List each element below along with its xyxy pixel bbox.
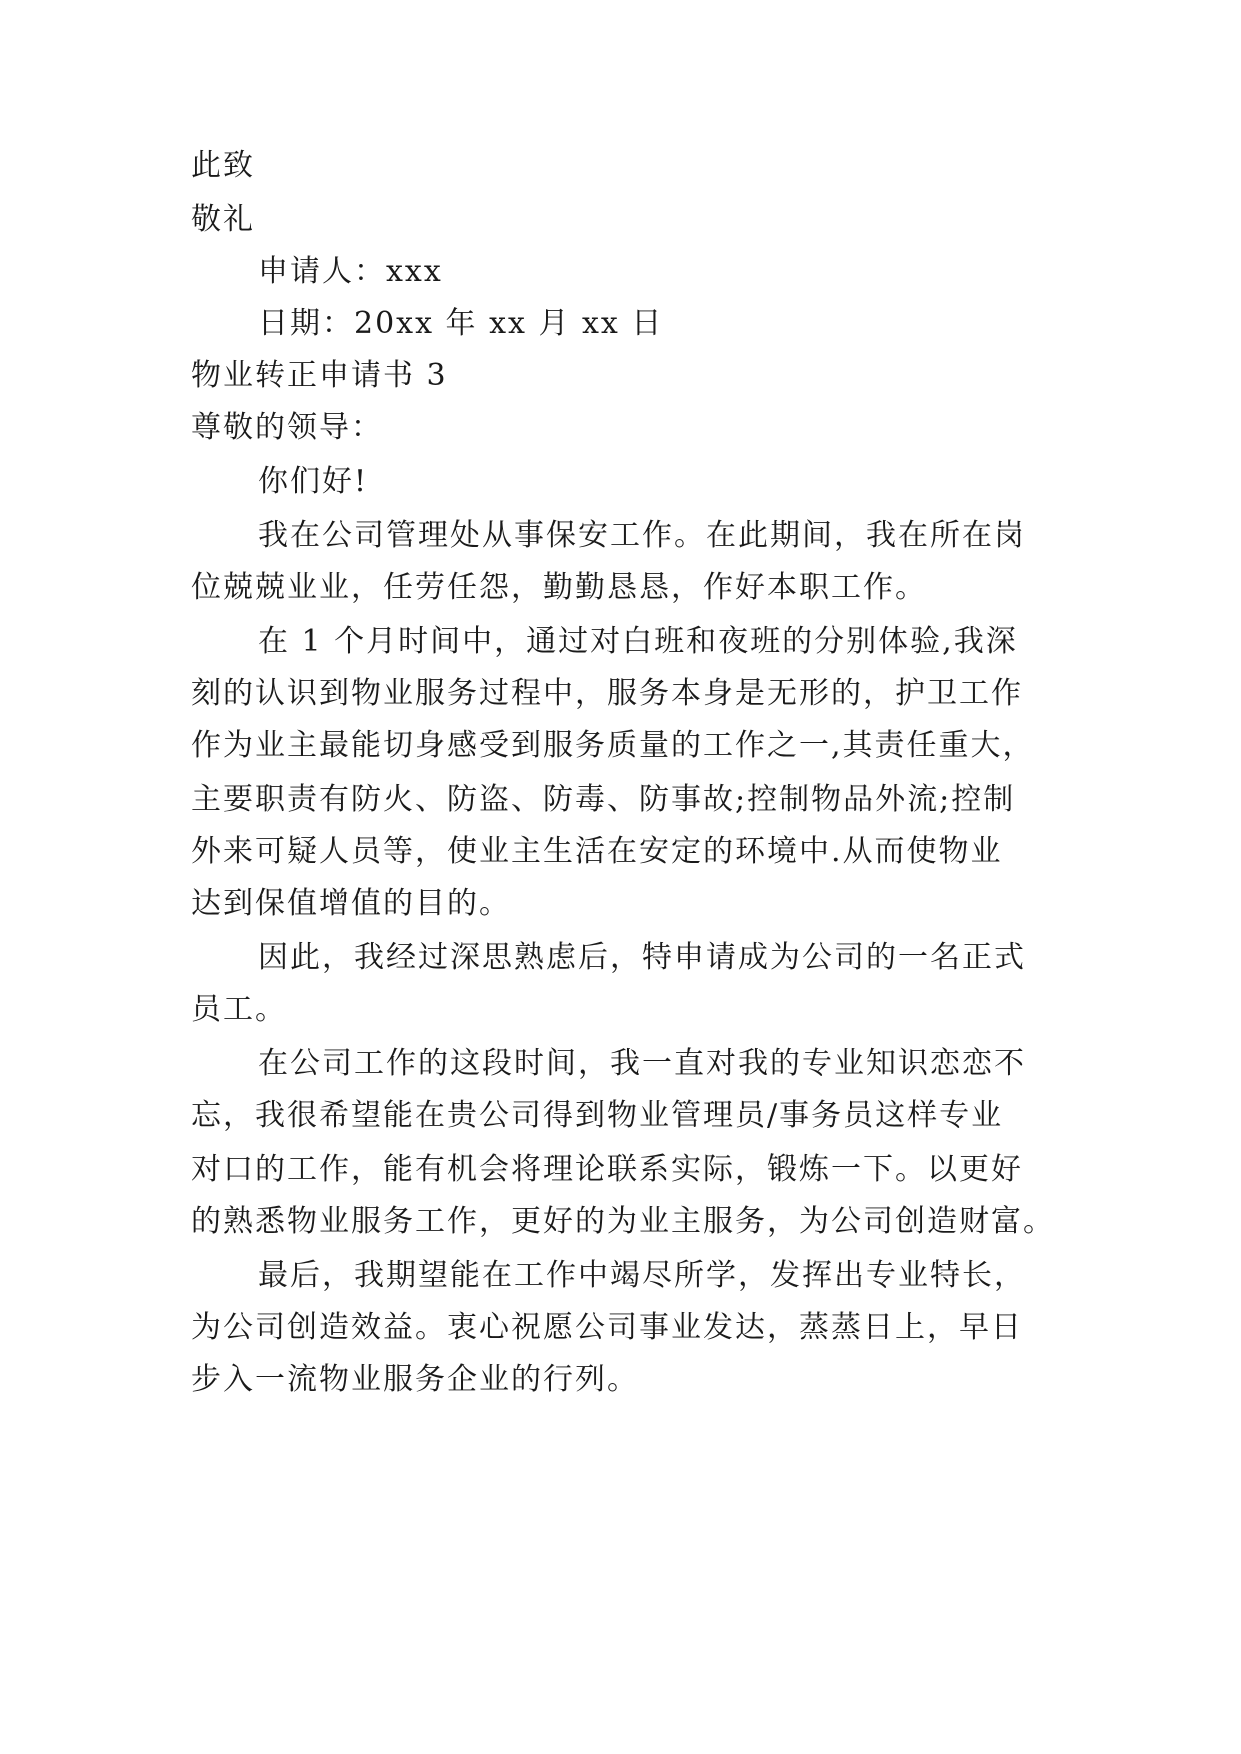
paragraph-1-line-2: 位兢兢业业，任劳任怨，勤勤恳恳，作好本职工作。	[191, 570, 927, 605]
paragraph-2-line-3: 作为业主最能切身感受到服务质量的工作之一,其责任重大，	[191, 728, 1035, 763]
applicant-signature: 申请人：xxx	[258, 254, 443, 289]
paragraph-3-line-2: 员工。	[191, 992, 287, 1027]
paragraph-2-line-4: 主要职责有防火、防盗、防毒、防事故;控制物品外流;控制	[191, 782, 1016, 817]
paragraph-5-line-3: 步入一流物业服务企业的行列。	[191, 1362, 639, 1397]
paragraph-5-line-1: 最后，我期望能在工作中竭尽所学，发挥出专业特长，	[258, 1258, 1026, 1293]
paragraph-4-line-2: 忘，我很希望能在贵公司得到物业管理员/事务员这样专业	[191, 1098, 1004, 1133]
paragraph-2-line-6: 达到保值增值的目的。	[191, 886, 511, 921]
paragraph-2-line-1: 在 1 个月时间中，通过对白班和夜班的分别体验,我深	[258, 624, 1018, 659]
paragraph-4-line-4: 的熟悉物业服务工作，更好的为业主服务，为公司创造财富。	[191, 1204, 1055, 1239]
closing-line-1: 此致	[191, 148, 255, 183]
paragraph-1-line-1: 我在公司管理处从事保安工作。在此期间，我在所在岗	[258, 518, 1026, 553]
paragraph-5-line-2: 为公司创造效益。衷心祝愿公司事业发达，蒸蒸日上，早日	[191, 1310, 1023, 1345]
document-title: 物业转正申请书 3	[191, 358, 448, 393]
paragraph-2-line-2: 刻的认识到物业服务过程中，服务本身是无形的，护卫工作	[191, 676, 1023, 711]
closing-line-2: 敬礼	[191, 202, 255, 237]
greeting: 你们好!	[258, 464, 369, 499]
salutation: 尊敬的领导：	[191, 410, 383, 445]
paragraph-4-line-1: 在公司工作的这段时间，我一直对我的专业知识恋恋不	[258, 1046, 1026, 1081]
paragraph-2-line-5: 外来可疑人员等，使业主生活在安定的环境中.从而使物业	[191, 834, 1003, 869]
signature-date: 日期：20xx 年 xx 月 xx 日	[258, 306, 664, 341]
paragraph-4-line-3: 对口的工作，能有机会将理论联系实际，锻炼一下。以更好	[191, 1152, 1023, 1187]
paragraph-3-line-1: 因此，我经过深思熟虑后，特申请成为公司的一名正式	[258, 940, 1026, 975]
